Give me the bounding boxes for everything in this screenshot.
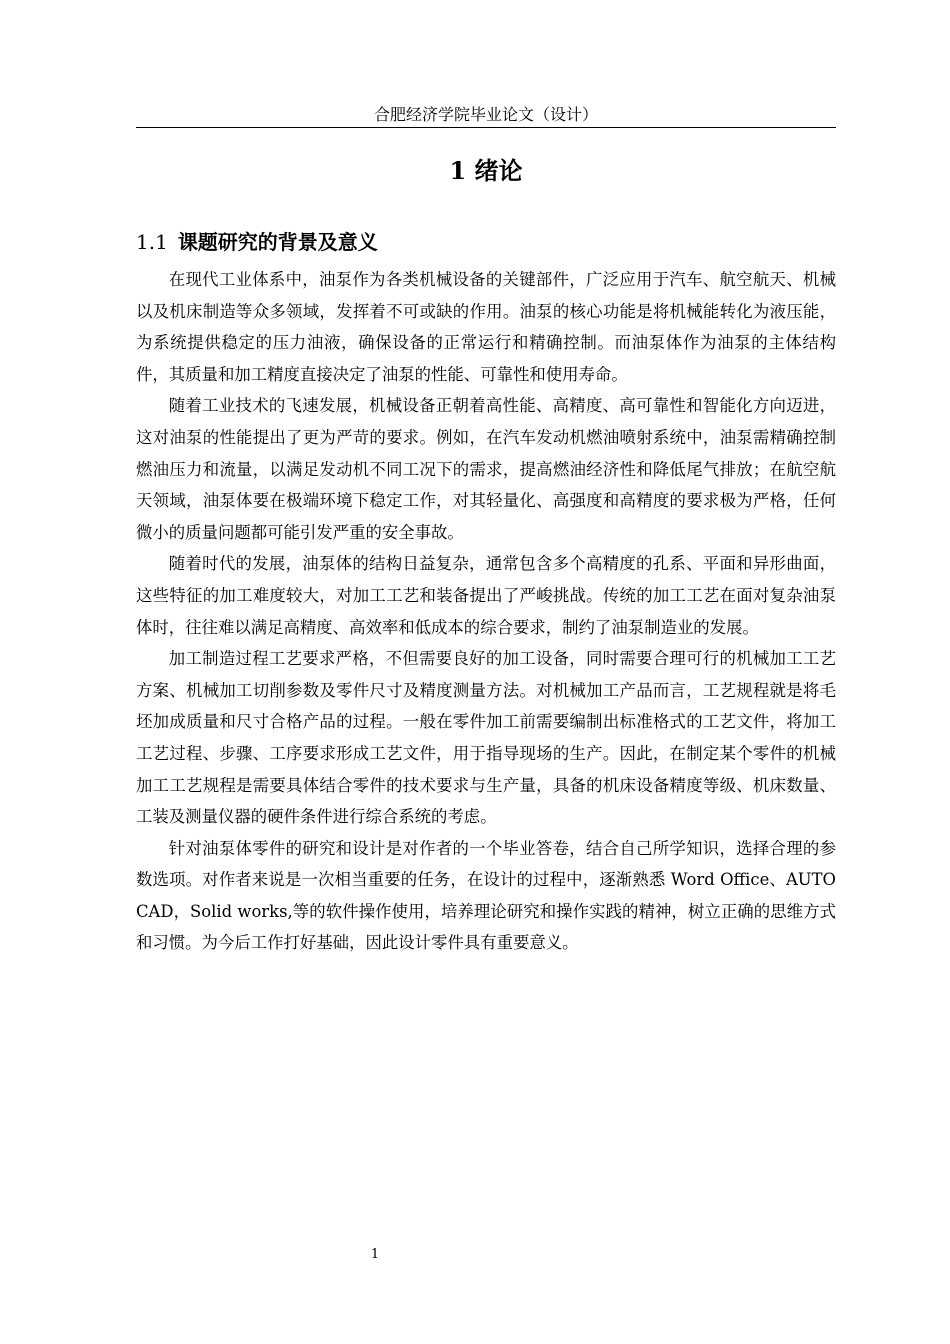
body-text: [136, 264, 836, 959]
section-title: 课题研究的背景及意义: [177, 230, 378, 254]
header-divider: [136, 127, 836, 128]
paragraph: 针对油泵体零件的研究和设计是对作者的一个毕业答卷，结合自己所学知识，选择合理的参数选项。对作者来说是一次相当重要的任务，在设计的过程中，逐渐熟悉 Word Office、AUTO CAD，Solid works,等的软件操作使用，培养理论研究和操作实践的精神，树立正确的思维方式和习惯。为今后工作打好基础，因此设计零件具有重要意义。: [136, 838, 836, 953]
paragraph: 加工制造过程工艺要求严格，不但需要良好的加工设备，同时需要合理可行的机械加工工艺方案、机械加工切削参数及零件尺寸及精度测量方法。对机械加工产品而言，工艺规程就是将毛坯加成质量和尺寸合格产品的过程。一般在零件加工前需要编制出标准格式的工艺文件，将加工工艺过程、步骤、工序要求形成工艺文件，用于指导现场的生产。因此，在制定某个零件的机械加工工艺规程是需要具体结合零件的技术要求与生产量，具备的机床设备精度等级、机床数量、工装及测量仪器的硬件条件进行综合系统的考虑。: [136, 649, 836, 827]
running-header: 合肥经济学院毕业论文（设计）: [373, 105, 598, 124]
page-number: 1: [370, 1247, 380, 1262]
section-number: 1.1: [136, 230, 168, 254]
section-heading: [136, 228, 836, 256]
chapter-title: 1 绪论: [449, 156, 523, 185]
paragraph: 随着工业技术的飞速发展，机械设备正朝着高性能、高精度、高可靠性和智能化方向迈进，这对油泵的性能提出了更为严苛的要求。例如，在汽车发动机燃油喷射系统中，油泵需精确控制燃油压力和流量，以满足发动机不同工况下的需求，提高燃油经济性和降低尾气排放；在航空航天领域，油泵体要在极端环境下稳定工作，对其轻量化、高强度和高精度的要求极为严格，任何微小的质量问题都可能引发严重的安全事故。: [136, 396, 836, 542]
paragraph: 随着时代的发展，油泵体的结构日益复杂，通常包含多个高精度的孔系、平面和异形曲面，这些特征的加工难度较大，对加工工艺和装备提出了严峻挑战。传统的加工工艺在面对复杂油泵体时，往往难以满足高精度、高效率和低成本的综合要求，制约了油泵制造业的发展。: [136, 554, 836, 637]
paragraph: 在现代工业体系中，油泵作为各类机械设备的关键部件，广泛应用于汽车、航空航天、机械以及机床制造等众多领域，发挥着不可或缺的作用。油泵的核心功能是将机械能转化为液压能，为系统提供稳定的压力油液，确保设备的正常运行和精确控制。而油泵体作为油泵的主体结构件，其质量和加工精度直接决定了油泵的性能、可靠性和使用寿命。: [136, 270, 836, 384]
